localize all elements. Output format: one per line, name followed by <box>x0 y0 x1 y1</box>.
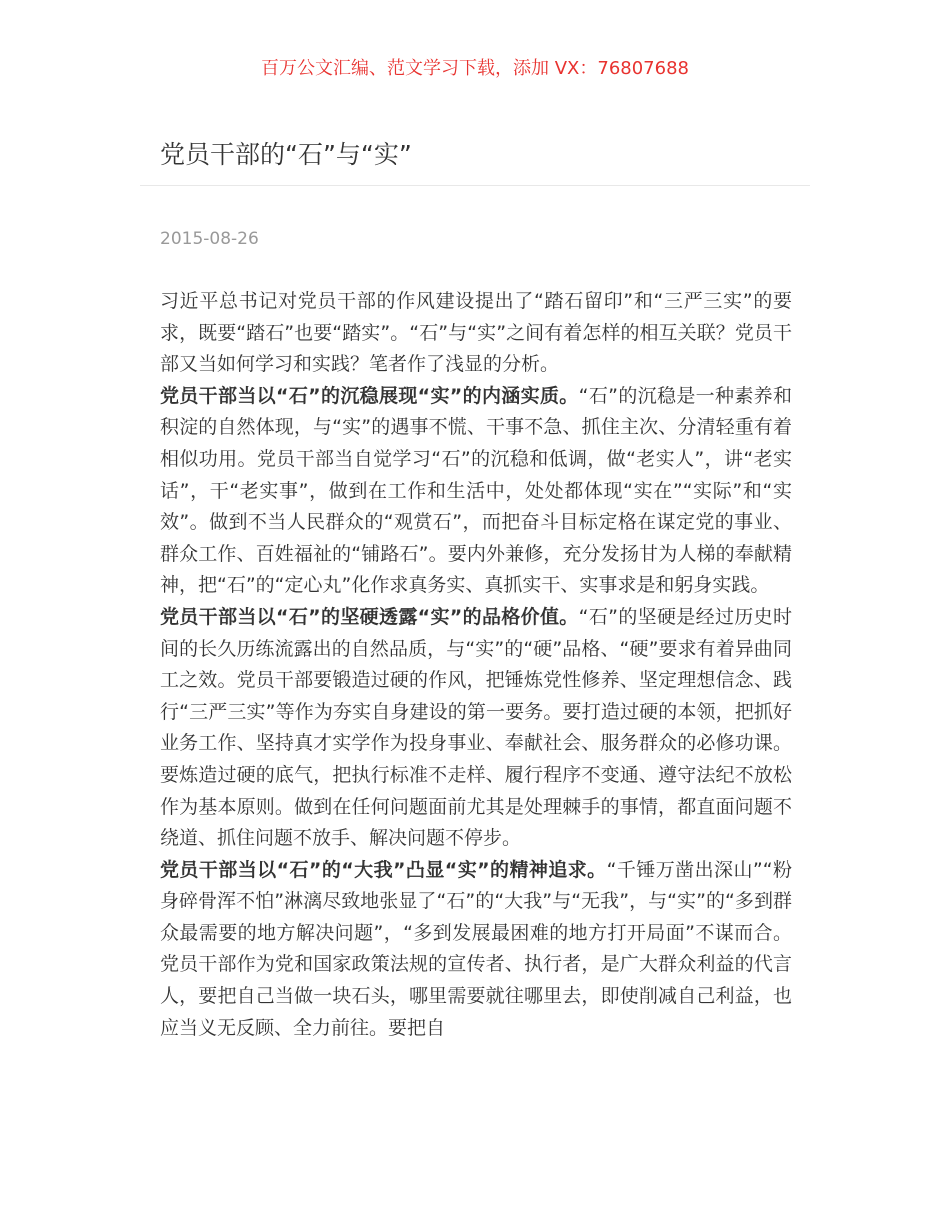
publish-date: 2015-08-26 <box>160 229 259 249</box>
section-text: “石”的坚硬是经过历史时间的长久历练流露出的自然品质，与“实”的“硬”品格、“硬”要求有着异曲同工之效。党员干部要锻造过硬的作风，把锤炼党性修养、坚定理想信念、践行“三严三实”等作为夯实自身建设的第一要务。要打造过硬的本领，把抓好业务工作、坚持真才实学作为投身事业、奉献社会、服务群众的必修功课。要炼造过硬的底气，把执行标准不走样、履行程序不变通、遵守法纪不放松作为基本原则。做到在任何问题面前尤其是处理棘手的事情，都直面问题不绕道、抓住问题不放手、解决问题不停步。 <box>160 605 793 850</box>
section-text: “千锤万凿出深山”“粉身碎骨浑不怕”淋漓尽致地张显了“石”的“大我”与“无我”，与“实”的“多到群众最需要的地方解决问题”，“多到发展最困难的地方打开局面”不谋而合。党员干部作为党和国家政策法规的宣传者、执行者，是广大群众利益的代言人，要把自己当做一块石头，哪里需要就往哪里去，即使削减自己利益，也应当义无反顾、全力前往。要把自 <box>160 858 793 1039</box>
section-text: “石”的沉稳是一种素养和积淀的自然体现，与“实”的遇事不慌、干事不急、抓住主次、分清轻重有着相似功用。党员干部当自觉学习“石”的沉稳和低调，做“老实人”，讲“老实话”，干“老实事”，做到在工作和生活中，处处都体现“实在”“实际”和“实效”。做到不当人民群众的“观赏石”，而把奋斗目标定格在谋定党的事业、群众工作、百姓福祉的“铺路石”。要内外兼修，充分发扬甘为人梯的奉献精神，把“石”的“定心丸”化作求真务实、真抓实干、实事求是和躬身实践。 <box>160 384 793 597</box>
section-paragraph <box>160 381 792 602</box>
title-divider <box>140 185 810 186</box>
article-body <box>160 286 792 1044</box>
article-title: 党员干部的“石”与“实” <box>160 140 412 169</box>
section-paragraph <box>160 855 792 1045</box>
section-lead: 党员干部当以“石”的“大我”凸显“实”的精神追求。 <box>160 858 607 881</box>
intro-paragraph: 习近平总书记对党员干部的作风建设提出了“踏石留印”和“三严三实”的要求，既要“踏石”也要“踏实”。“石”与“实”之间有着怎样的相互关联？党员干部又当如何学习和实践？笔者作了浅显的分析。 <box>160 290 792 376</box>
section-paragraph <box>160 602 792 855</box>
section-lead: 党员干部当以“石”的坚硬透露“实”的品格价值。 <box>160 605 579 628</box>
section-lead: 党员干部当以“石”的沉稳展现“实”的内涵实质。 <box>160 384 579 407</box>
header-banner: 百万公文汇编、范文学习下载，添加 VX：76807688 <box>261 58 689 79</box>
